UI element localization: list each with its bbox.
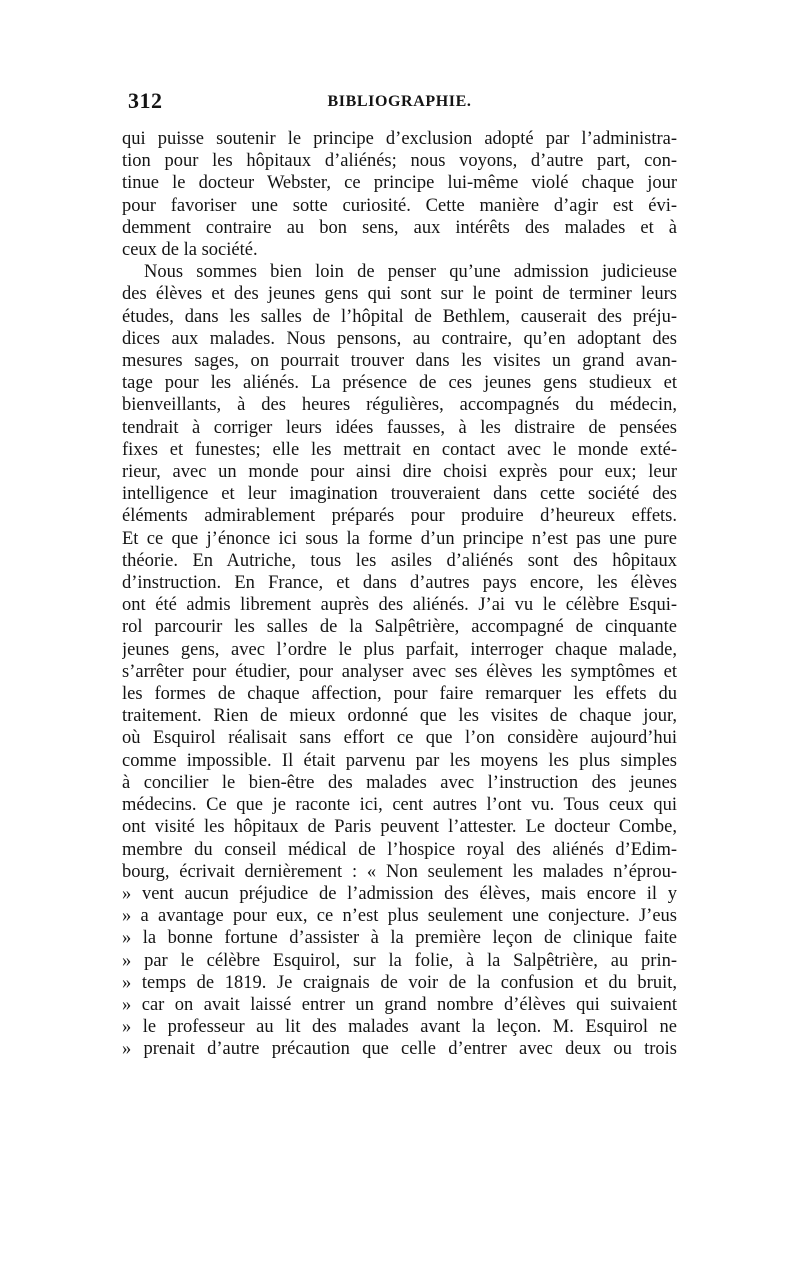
text-line: tinue le docteur Webster, ce principe lui-même violé chaque jour — [122, 173, 677, 194]
body-text — [122, 128, 677, 1061]
text-line: des élèves et des jeunes gens qui sont sur le point de terminer leurs — [122, 284, 677, 305]
paragraph — [122, 261, 677, 1060]
text-line: demment contraire au bon sens, aux intérêts des malades et à — [122, 217, 677, 238]
text-line: mesures sages, on pourrait trouver dans les visites un grand avan- — [122, 351, 677, 372]
text-line: » le professeur au lit des malades avant la leçon. M. Esquirol ne — [122, 1017, 677, 1038]
text-line: » la bonne fortune d’assister à la première leçon de clinique faite — [122, 928, 677, 949]
running-head — [122, 88, 677, 128]
text-line: bourg, écrivait dernièrement : « Non seulement les malades n’éprou- — [122, 861, 677, 882]
text-line: tage pour les aliénés. La présence de ces jeunes gens studieux et — [122, 373, 677, 394]
text-line: d’instruction. En France, et dans d’autres pays encore, les élèves — [122, 573, 677, 594]
text-line: théorie. En Autriche, tous les asiles d’aliénés sont des hôpitaux — [122, 550, 677, 571]
text-line: les formes de chaque affection, pour faire remarquer les effets du — [122, 684, 677, 705]
text-line: tion pour les hôpitaux d’aliénés; nous voyons, d’autre part, con- — [122, 151, 677, 172]
text-line: pour favoriser une sotte curiosité. Cette manière d’agir est évi- — [122, 195, 677, 216]
text-line: ont visité les hôpitaux de Paris peuvent l’attester. Le docteur Combe, — [122, 817, 677, 838]
book-page — [122, 88, 677, 1061]
text-line: comme impossible. Il était parvenu par les moyens les plus simples — [122, 750, 677, 771]
text-line: » temps de 1819. Je craignais de voir de la confusion et du bruit, — [122, 972, 677, 993]
text-line: » par le célèbre Esquirol, sur la folie, à la Salpêtrière, au prin- — [122, 950, 677, 971]
text-line: médecins. Ce que je raconte ici, cent autres l’ont vu. Tous ceux qui — [122, 795, 677, 816]
text-line: » car on avait laissé entrer un grand nombre d’élèves qui suivaient — [122, 994, 677, 1015]
running-title: BIBLIOGRAPHIE. — [327, 93, 472, 110]
text-line: Nous sommes bien loin de penser qu’une admission judicieuse — [144, 262, 677, 283]
text-line: jeunes gens, avec l’ordre le plus parfait, interroger chaque malade, — [122, 639, 677, 660]
text-line: dices aux malades. Nous pensons, au contraire, qu’en adoptant des — [122, 328, 677, 349]
text-line: rol parcourir les salles de la Salpêtrière, accompagné de cinquante — [122, 617, 677, 638]
text-line: fixes et funestes; elle les mettrait en contact avec le monde exté- — [122, 439, 677, 460]
text-line: Et ce que j’énonce ici sous la forme d’un principe n’est pas une pure — [122, 528, 677, 549]
text-line: à concilier le bien-être des malades avec l’instruction des jeunes — [122, 772, 677, 793]
text-line: » prenait d’autre précaution que celle d’entrer avec deux ou trois — [122, 1039, 677, 1060]
text-line: intelligence et leur imagination trouveraient dans cette société des — [122, 484, 677, 505]
text-line: traitement. Rien de mieux ordonné que les visites de chaque jour, — [122, 706, 677, 727]
text-line: ceux de la société. — [122, 240, 258, 261]
paragraph — [122, 128, 677, 261]
text-line: s’arrêter pour étudier, pour analyser avec ses élèves les symptômes et — [122, 661, 677, 682]
text-line: » vent aucun préjudice de l’admission des élèves, mais encore il y — [122, 883, 677, 904]
text-line: où Esquirol réalisait sans effort ce que l’on considère aujourd’hui — [122, 728, 677, 749]
text-line: études, dans les salles de l’hôpital de Bethlem, causerait des préju- — [122, 306, 677, 327]
text-line: qui puisse soutenir le principe d’exclusion adopté par l’administra- — [122, 129, 677, 149]
text-line: membre du conseil médical de l’hospice royal des aliénés d’Edim- — [122, 839, 677, 860]
text-line: rieur, avec un monde pour ainsi dire choisi exprès pour eux; leur — [122, 462, 677, 483]
text-line: » a avantage pour eux, ce n’est plus seulement une conjecture. J’eus — [122, 906, 677, 927]
text-line: ont été admis librement auprès des aliénés. J’ai vu le célèbre Esqui- — [122, 595, 677, 616]
page-number: 312 — [128, 88, 163, 113]
text-line: éléments admirablement préparés pour produire d’heureux effets. — [122, 506, 677, 527]
text-line: bienveillants, à des heures régulières, accompagnés du médecin, — [122, 395, 677, 416]
text-line: tendrait à corriger leurs idées fausses, à les distraire de pensées — [122, 417, 677, 438]
